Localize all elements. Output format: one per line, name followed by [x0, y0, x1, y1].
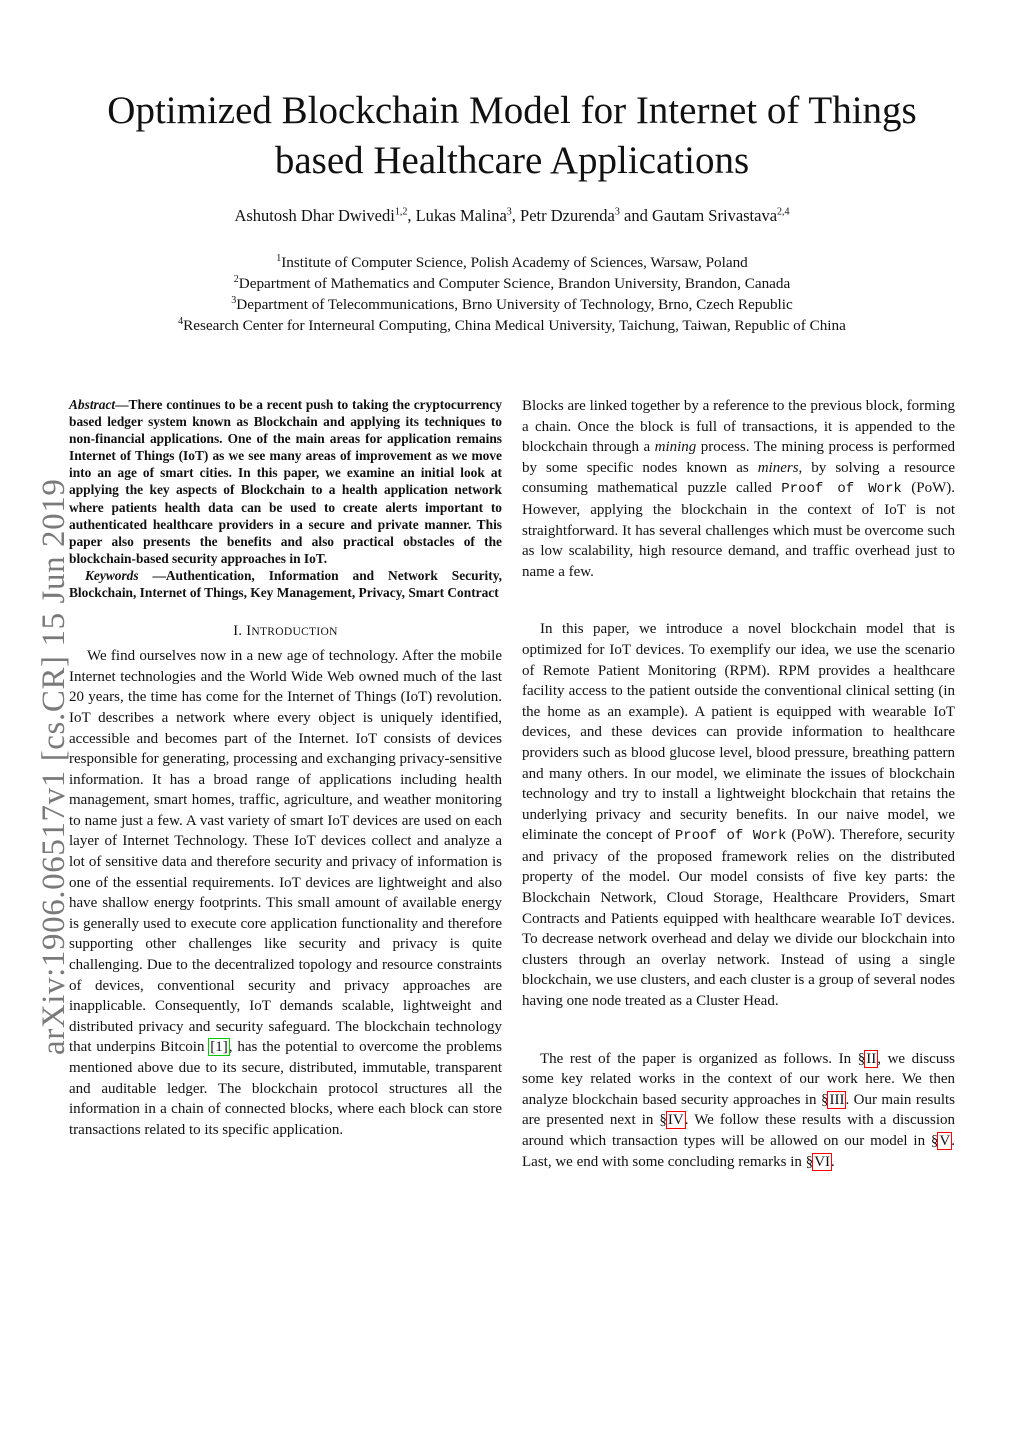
keywords-label: Keywords [85, 567, 139, 583]
paragraph-text: , we discuss some key related works in the context of our work here. We then analyze blockchain based security approaches in § [522, 1050, 956, 1108]
section-number: I. I [233, 623, 252, 640]
paragraph-text: . We follow these results with a discussion around which transaction types will be allowed on our model in § [522, 1112, 955, 1149]
section-link[interactable]: V [939, 1133, 951, 1149]
author-name: Gautam Srivastava [651, 206, 778, 225]
author-name: Ashutosh Dhar Dwivedi [234, 206, 395, 225]
affiliation-list [40, 252, 984, 336]
author-affiliation-mark: 1,2 [394, 206, 408, 218]
paragraph-text: We find ourselves now in a new age of technology. After the mobile Internet technologies and the World Wide Web owned much of the last 20 years, the time has come for the Internet of Things (IoT) revolution. IoT describes a network where every object is uniquely identified, accessible and becomes part of the Internet. IoT consists of devices responsible for generating, processing and exchanging privacy-sensitive information. It has a broad range of applications including health management, smart homes, traffic, agriculture, and weather monitoring to name just a few. A vast variety of smart IoT devices are used on each layer of Internet Technology. These IoT devices collect and analyze a lot of sensitive data and therefore security and privacy of information is one of the essential requirements. IoT devices are lightweight and also have shallow energy footprints. This small amount of available energy is generally used to execute core application functionality and therefore supporting other challenges like security and privacy is quite challenging. Due to the decentralized topology and resource constraints of devices, conventional security and privacy approaches are inapplicable. Consequently, IoT demands scalable, lightweight and distributed privacy and security safeguard. The blockchain technology that underpins Bitcoin [69, 648, 502, 1056]
section-link[interactable]: VI [814, 1153, 831, 1170]
intro-paragraph-2 [522, 396, 955, 582]
section-link[interactable]: II [866, 1050, 877, 1067]
affiliation-text: Department of Telecommunications, Brno University of Technology, Brno, Czech Republic [236, 296, 793, 313]
affiliation-mark: 4 [178, 315, 184, 327]
section-heading-introduction [69, 623, 502, 640]
paper-title [40, 86, 984, 186]
code-term: Proof of Work [781, 481, 902, 498]
paragraph-text: . Our main results are presented next in § [522, 1091, 955, 1129]
affiliation-line [40, 252, 984, 273]
affiliation-text: Research Center for Interneural Computing, China Medical University, Taichung, Taiwan, Republic of China [183, 317, 846, 334]
title-line-2: based Healthcare Applications [274, 139, 750, 182]
paragraph-gap [522, 1012, 955, 1049]
code-term: Proof of Work [674, 828, 787, 845]
author-separator: , [511, 206, 521, 225]
author-separator: , [407, 206, 416, 225]
paragraph-text: . Last, we end with some concluding remarks in § [522, 1133, 955, 1170]
author-affiliation-mark: 2,4 [777, 206, 790, 218]
paragraph-text: The rest of the paper is organized as follows. In § [540, 1050, 866, 1067]
abstract-text: —There continues to be a recent push to taking the cryptocurrency based ledger system known as Blockchain and applying its techniques to non-financial applications. One of the main areas for application remains Internet of Things (IoT) as we see many areas of improvement as we move into an age of smart cities. In this paper, we examine an initial look at applying the key aspects of Blockchain to a health application network where patients health data can be used to create alerts important to authenticated healthcare providers in a secure and private manner. This paper also presents the benefits and also practical obstacles of the blockchain-based security approaches in IoT. [69, 397, 502, 566]
author-name: Petr Dzurenda [520, 206, 615, 225]
abstract-label: Abstract [69, 397, 116, 412]
author-list [40, 206, 984, 226]
paragraph-text: Blocks are linked together by a reference to the previous block, forming a chain. Once the block is full of transactions, it is appended to the blockchain through a [522, 398, 955, 456]
affiliation-text: Institute of Computer Science, Polish Academy of Sciences, Warsaw, Poland [281, 254, 748, 271]
abstract [69, 396, 502, 567]
author-separator: and [619, 206, 652, 225]
author-affiliation-mark: 3 [614, 206, 620, 218]
author-name: Lukas Malina [415, 206, 507, 225]
paragraph-text: In this paper, we introduce a novel blockchain model that is optimized for IoT devices. To exemplify our idea, we use the scenario of Remote Patient Monitoring (RPM). RPM provides a healthcare facility access to the patient outside the conventional clinical setting (in the home as an example). A patient is equipped with wearable IoT devices, and these devices can provide information to healthcare providers such as blood glucose level, blood pressure, breathing pattern and many others. In our model, we eliminate the issues of blockchain technology and try to install a lightweight blockchain that retains the underlying privacy and security benefits. In our naive model, we eliminate the concept of [522, 621, 955, 844]
intro-paragraph-4 [522, 1049, 955, 1173]
author-affiliation-mark: 3 [506, 206, 512, 218]
left-column [69, 396, 502, 1140]
affiliation-mark: 1 [276, 252, 282, 264]
affiliation-text: Department of Mathematics and Computer Science, Brandon University, Brandon, Canada [238, 275, 791, 292]
keywords-text: —Authentication, Information and Network Security, Blockchain, Internet of Things, Key Management, Privacy, Smart Contract [69, 567, 502, 601]
section-title: NTRODUCTION [251, 626, 338, 639]
paragraph-text: (PoW). Therefore, security and privacy of the proposed framework relies on the distributed property of the model. Our model consists of five key parts: the Blockchain Network, Cloud Storage, Healthcare Providers, Smart Contracts and Patients equipped with healthcare wearable IoT devices. To decrease network overhead and delay we divide our blockchain into clusters through an overlay network. Instead of using a single blockchain, we use clusters, and each cluster is a group of several nodes having one node treated as a Cluster Head. [522, 827, 956, 1010]
intro-paragraph-3 [522, 619, 955, 1011]
affiliation-mark: 2 [233, 273, 239, 285]
section-link[interactable]: III [829, 1091, 845, 1108]
section-link[interactable]: IV [667, 1112, 684, 1129]
arxiv-identifier: arXiv:1906.06517v1 [cs.CR] 15 Jun 2019 [36, 478, 72, 1055]
title-line-1: Optimized Blockchain Model for Internet of Things [107, 89, 917, 132]
paragraph-text: . [831, 1153, 835, 1170]
right-column [522, 396, 955, 1172]
citation-link[interactable]: [1] [210, 1039, 228, 1056]
paragraph-text: , has the potential to overcome the problems mentioned above due to its secure, distributed, immutable, transparent and auditable ledger. The blockchain protocol structures all the information in a chain of connected blocks, where each block can store transactions related to its specific application. [69, 1039, 502, 1138]
emphasis-text: miners [757, 459, 799, 476]
keywords [69, 567, 502, 601]
affiliation-mark: 3 [231, 294, 237, 306]
affiliation-line [40, 294, 984, 315]
affiliation-line [40, 273, 984, 294]
affiliation-line [40, 315, 984, 336]
paragraph-text: , by solving a resource consuming mathematical puzzle called [522, 459, 955, 497]
emphasis-text: mining [654, 439, 697, 456]
paragraph-text: process. The mining process is performed by some specific nodes known as [522, 439, 955, 476]
intro-paragraph-1 [69, 646, 502, 1140]
paragraph-text: (PoW). However, applying the blockchain in the context of IoT is not straightforward. It has several challenges which must be overcome such as low scalability, high resource demand, and traffic overhead just to name a few. [522, 480, 955, 580]
paragraph-gap [522, 582, 955, 619]
